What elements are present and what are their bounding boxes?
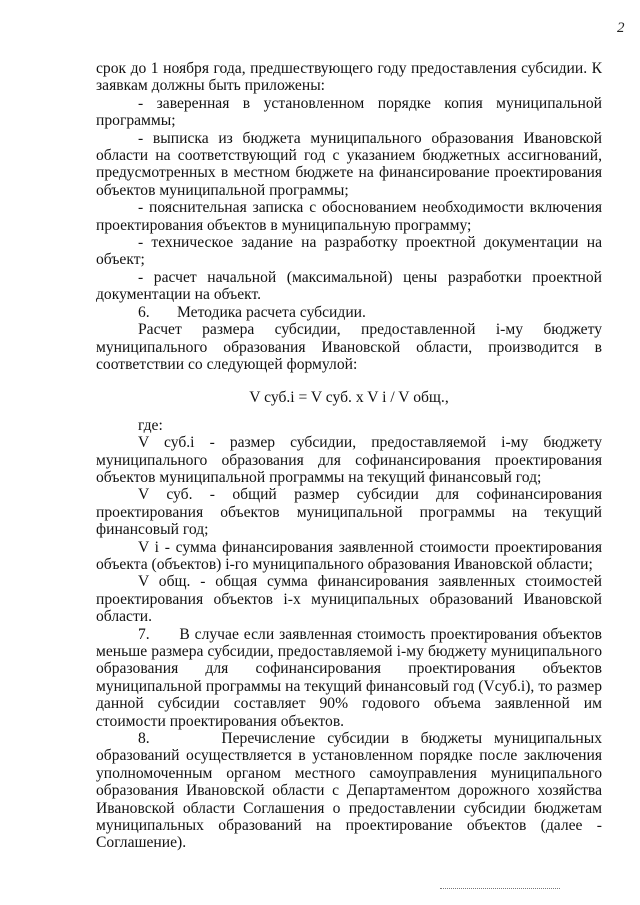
definition-v-total: V общ. - общая сумма финансирования заявленных стоимостей проектирования объектов i-х муниципальных образований Ивановской области. [96,573,602,626]
list-item-budget-extract: - выписка из бюджета муниципального образования Ивановской области на соответствующий год с указанием бюджетных ассигнований, предусмотренных в местном бюджете на финансирование проектирования объектов муниципальной программы; [96,129,602,199]
page-number: 2 [617,20,625,36]
list-item-explanatory-note: - пояснительная записка с обоснованием необходимости включения проектирования объектов в муниципальную программу; [96,199,602,234]
section-8-paragraph: 8. Перечисление субсидии в бюджеты муниципальных образований осуществляется в установленном порядке после заключения уполномоченным органом местного самоуправления муниципального образования Ивановской области с Департаментом дорожного хозяйства Ивановской области Соглашения о предоставлении субсидии бюджетам муниципальных образований на проектирование объектов (далее - Соглашение). [96,730,602,852]
paragraph-intro: срок до 1 ноября года, предшествующего году предоставления субсидии. К заявкам должны быть приложены: [96,60,602,95]
list-item-technical-task: - техническое задание на разработку проектной документации на объект; [96,234,602,269]
footer-divider [440,888,560,889]
definition-v-sub: V суб. - общий размер субсидии для софинансирования проектирования объектов муниципальной программы на текущий финансовый год; [96,486,602,539]
paragraph-where: где: [138,416,163,434]
definition-v-sub-i: V суб.i - размер субсидии, предоставляемой i-му бюджету муниципального образования для софинансирования проектирования объектов муниципальной программы на текущий финансовый год; [96,434,602,486]
section-7-paragraph: 7. В случае если заявленная стоимость проектирования объектов меньше размера субсидии, предоставляемой i-му бюджету муниципального образования для софинансирования проектирования объектов муниципальной программы на текущий финансовый год (Vсуб.i), то размер данной субсидии составляет 90% годового объема заявленной им стоимости проектирования объектов. [96,625,602,730]
definition-v-i: V i - сумма финансирования заявленной стоимости проектирования объекта (объектов) i-го муниципального образования Ивановской области; [96,538,602,573]
list-item-price-calculation: - расчет начальной (максимальной) цены разработки проектной документации на объект. [96,268,602,304]
list-item-program-copy: - заверенная в установленном порядке копия муниципальной программы; [96,94,602,130]
formula: V суб.i = V суб. x V i / V общ., [249,389,449,407]
section-6-heading: 6. Методика расчета субсидии. [138,303,366,321]
paragraph-calculation: Расчет размера субсидии, предоставленной i-му бюджету муниципального образования Ивановской области, производится в соответствии со следующей формулой: [96,321,602,373]
document-body [96,60,602,852]
